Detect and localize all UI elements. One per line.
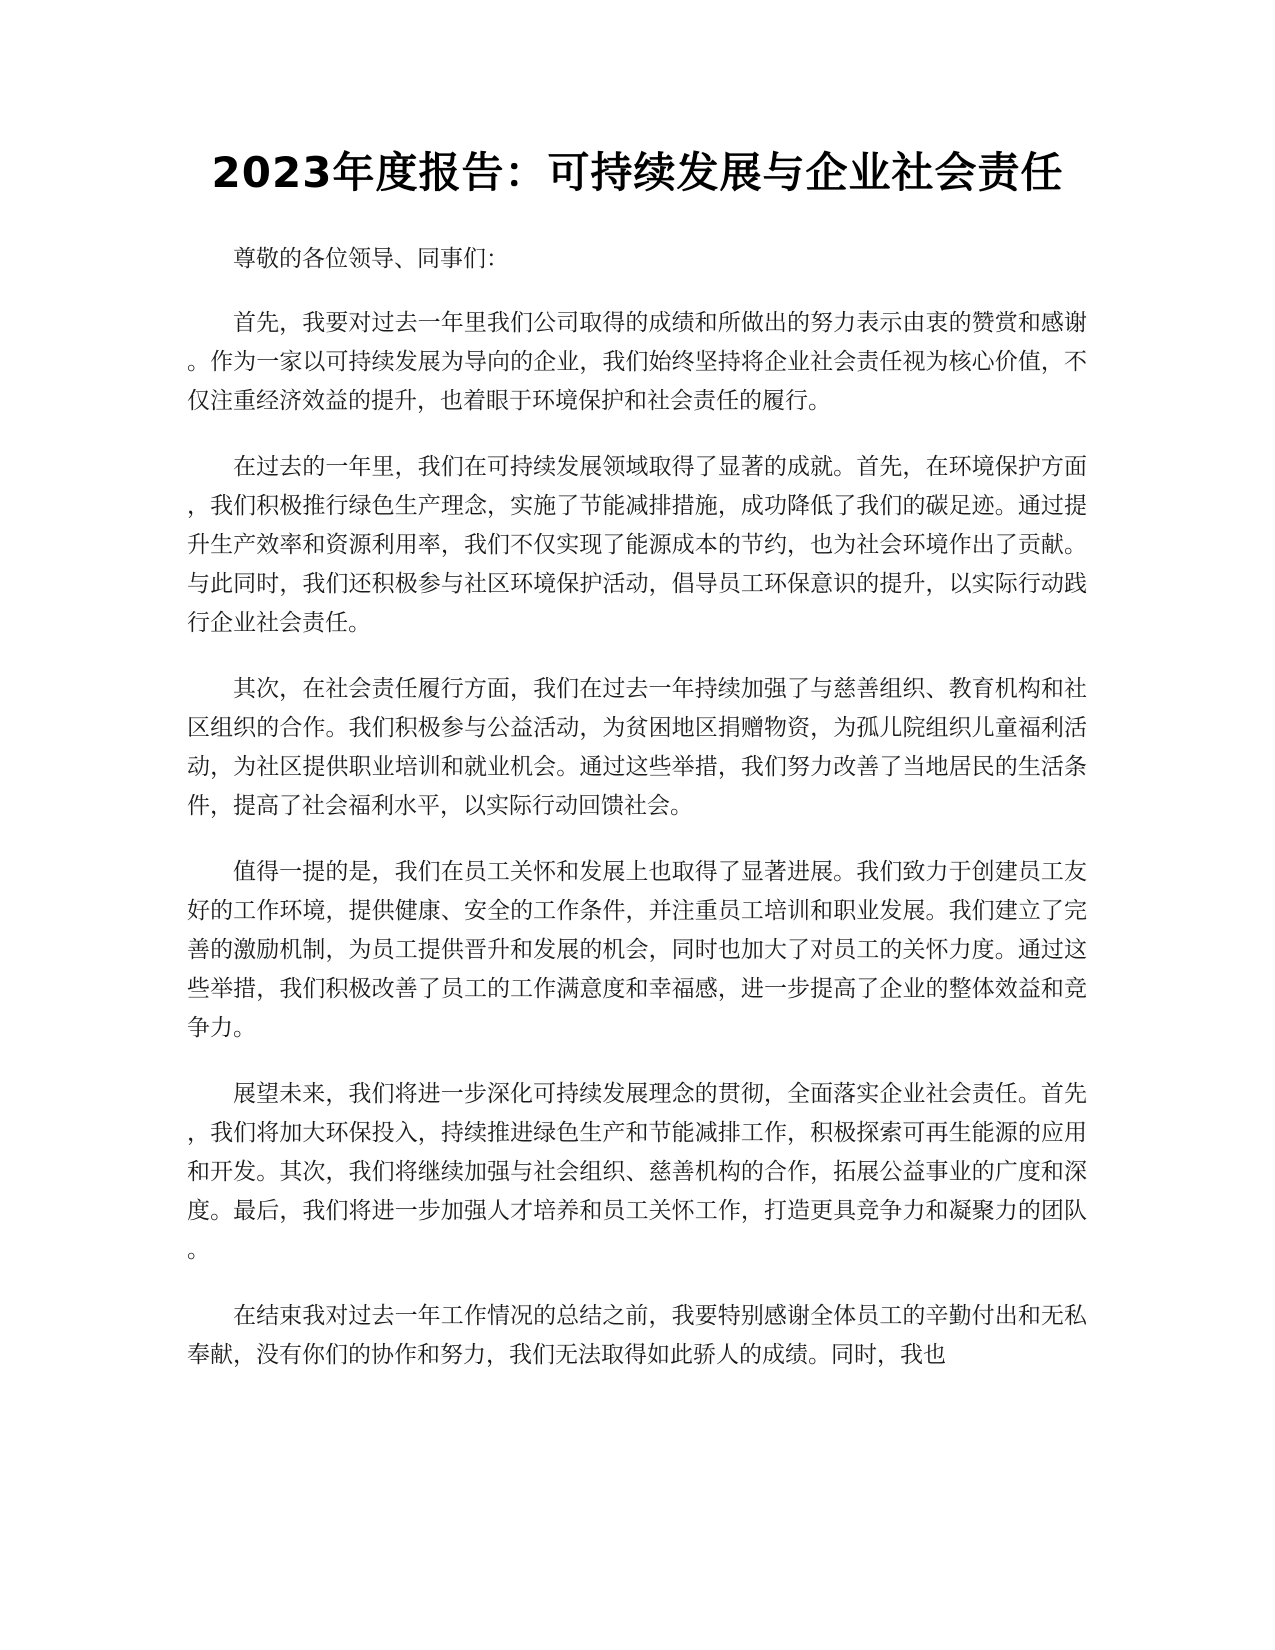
paragraph-intro: 首先，我要对过去一年里我们公司取得的成绩和所做出的努力表示由衷的赞赏和感谢。作为一家以可持续发展为导向的企业，我们始终坚持将企业社会责任视为核心价值，不仅注重经济效益的提升，也着眼于环境保护和社会责任的履行。 (187, 310, 1087, 414)
document-title: 2023年度报告：可持续发展与企业社会责任 (211, 148, 1064, 197)
paragraph-social-responsibility: 其次，在社会责任履行方面，我们在过去一年持续加强了与慈善组织、教育机构和社区组织的合作。我们积极参与公益活动，为贫困地区捐赠物资，为孤儿院组织儿童福利活动，为社区提供职业培训和就业机会。通过这些举措，我们努力改善了当地居民的生活条件，提高了社会福利水平，以实际行动回馈社会。 (187, 676, 1087, 819)
paragraph-environment: 在过去的一年里，我们在可持续发展领域取得了显著的成就。首先，在环境保护方面，我们积极推行绿色生产理念，实施了节能减排措施，成功降低了我们的碳足迹。通过提升生产效率和资源利用率，我们不仅实现了能源成本的节约，也为社会环境作出了贡献。与此同时，我们还积极参与社区环境保护活动，倡导员工环保意识的提升，以实际行动践行企业社会责任。 (187, 454, 1087, 636)
paragraph-closing: 在结束我对过去一年工作情况的总结之前，我要特别感谢全体员工的辛勤付出和无私奉献，没有你们的协作和努力，我们无法取得如此骄人的成绩。同时，我也 (187, 1303, 1087, 1368)
paragraph-employee-care: 值得一提的是，我们在员工关怀和发展上也取得了显著进展。我们致力于创建员工友好的工作环境，提供健康、安全的工作条件，并注重员工培训和职业发展。我们建立了完善的激励机制，为员工提供晋升和发展的机会，同时也加大了对员工的关怀力度。通过这些举措，我们积极改善了员工的工作满意度和幸福感，进一步提高了企业的整体效益和竞争力。 (187, 859, 1087, 1041)
document-body (187, 240, 1087, 1402)
paragraph-outlook: 展望未来，我们将进一步深化可持续发展理念的贯彻，全面落实企业社会责任。首先，我们将加大环保投入，持续推进绿色生产和节能减排工作，积极探索可再生能源的应用和开发。其次，我们将继续加强与社会组织、慈善机构的合作，拓展公益事业的广度和深度。最后，我们将进一步加强人才培养和员工关怀工作，打造更具竞争力和凝聚力的团队。 (187, 1081, 1087, 1263)
salutation: 尊敬的各位领导、同事们： (233, 246, 509, 272)
